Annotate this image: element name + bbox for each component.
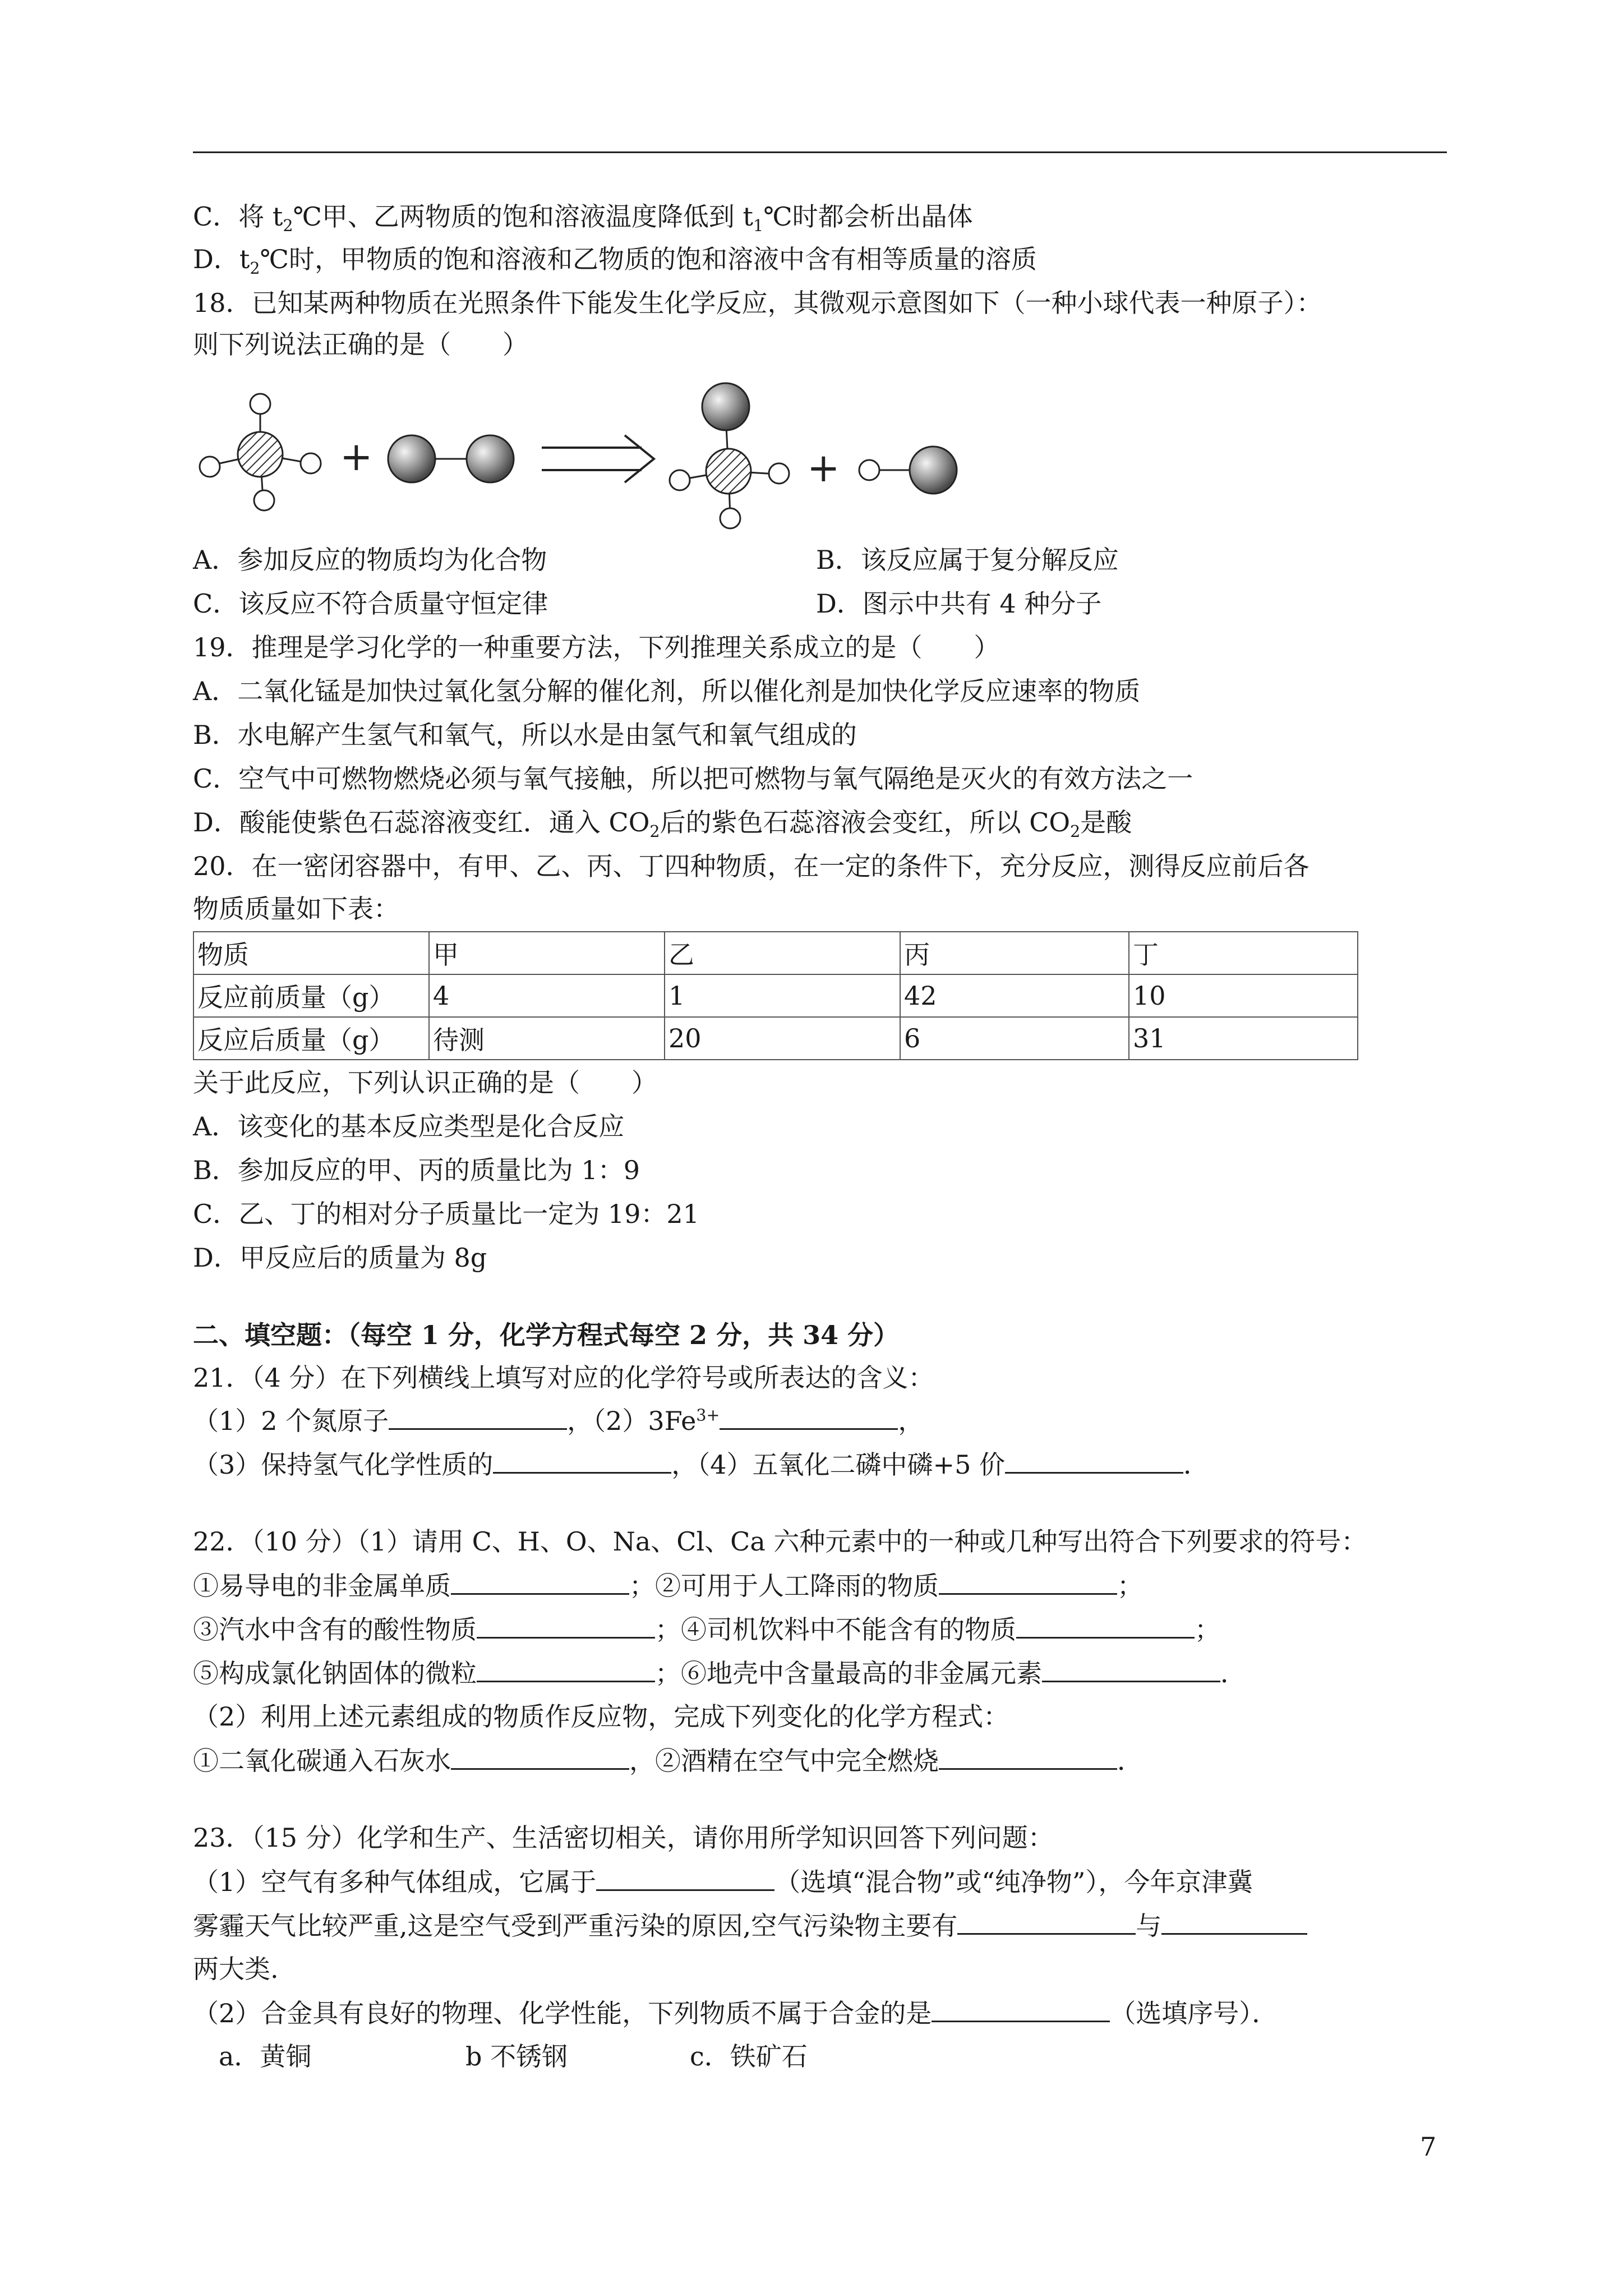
q20-stem-2: 物质质量如下表： xyxy=(193,894,399,924)
answer-blank[interactable] xyxy=(451,1743,629,1770)
q23-option-c: c．铁矿石 xyxy=(690,2041,808,2072)
table-cell: 20 xyxy=(665,1017,900,1060)
molecule-reactant-1 xyxy=(200,394,321,510)
q23-line-3: 两大类. xyxy=(193,1954,279,1984)
answer-blank[interactable] xyxy=(493,1447,671,1474)
section-2-heading: 二、填空题：（每空 1 分，化学方程式每空 2 分，共 34 分） xyxy=(193,1320,900,1350)
q22-stem: 22．（10 分）（1）请用 C、H、O、Na、Cl、Ca 六种元素中的一种或几种写出符合下列要求的符号： xyxy=(193,1526,1367,1557)
q17-option-c: C．将 $t_2℃$甲、乙两物质的饱和溶液温度降低到 $t_1℃$时都会析出晶体 xyxy=(193,201,973,236)
answer-blank[interactable] xyxy=(1161,1908,1307,1935)
table-cell: 乙 xyxy=(665,932,900,974)
q20-option-d: D．甲反应后的质量为 8g xyxy=(193,1243,487,1273)
answer-blank[interactable] xyxy=(939,1568,1117,1595)
table-cell: 丙 xyxy=(900,932,1129,974)
table-cell: 反应前质量（g） xyxy=(193,974,429,1017)
table-cell: 反应后质量（g） xyxy=(193,1017,429,1060)
q23-stem: 23．（15 分）化学和生产、生活密切相关，请你用所学知识回答下列问题： xyxy=(193,1823,1054,1853)
answer-blank[interactable] xyxy=(389,1404,567,1430)
table-cell: 42 xyxy=(900,974,1129,1017)
q20-option-b: B．参加反应的甲、丙的质量比为 1：9 xyxy=(193,1155,640,1185)
header-rule xyxy=(193,151,1447,153)
q18-option-a: A．参加反应的物质均为化合物 xyxy=(193,545,547,575)
q22-line-4: （2）利用上述元素组成的物质作反应物，完成下列变化的化学方程式： xyxy=(193,1701,1009,1732)
q22-line-2: ③汽水中含有的酸性物质 ；④司机饮料中不能含有的物质 ； xyxy=(193,1612,1220,1646)
answer-blank[interactable] xyxy=(477,1656,655,1682)
answer-blank[interactable] xyxy=(451,1568,629,1595)
table-cell: 1 xyxy=(665,974,900,1017)
q18-option-d: D．图示中共有 4 种分子 xyxy=(816,588,1102,619)
q18-option-b: B．该反应属于复分解反应 xyxy=(816,545,1119,575)
reaction-diagram xyxy=(193,381,978,561)
q21-line-1: （1）2 个氮原子 ，$(2)3Fe^{3+}$ ， xyxy=(193,1404,924,1438)
q23-option-a: a．黄铜 xyxy=(219,2041,312,2072)
q18-stem: 18．已知某两种物质在光照条件下能发生化学反应，其微观示意图如下（一种小球代表一种原子）： xyxy=(193,288,1322,318)
q20-option-c: C．乙、丁的相对分子质量比一定为 19：21 xyxy=(193,1199,699,1229)
table-cell: 10 xyxy=(1129,974,1358,1017)
answer-blank[interactable] xyxy=(477,1612,655,1639)
plus-sign-2: + xyxy=(807,445,840,491)
q20-followup: 关于此反应，下列认识正确的是（ ） xyxy=(193,1068,657,1098)
q22-line-5: ①二氧化碳通入石灰水 ，②酒精在空气中完全燃烧 ． xyxy=(193,1743,1143,1778)
q23-line-2: 雾霾天气比较严重,这是空气受到严重污染的原因,空气污染物主要有 与 xyxy=(193,1908,1307,1943)
table-cell: 6 xyxy=(900,1017,1129,1060)
q19-option-d: D．酸能使紫色石蕊溶液变红．通入 $CO_2$后的紫色石蕊溶液会变红，所以 $CO_2$是酸 xyxy=(193,807,1132,841)
q23-line-1: （1）空气有多种气体组成，它属于 （选填“混合物”或“纯净物”），今年京津冀 xyxy=(193,1865,1253,1899)
q18-stem-2: 则下列说法正确的是（ ） xyxy=(193,329,528,360)
molecule-product-2 xyxy=(859,447,957,494)
answer-blank[interactable] xyxy=(720,1404,898,1430)
q18-option-c: C．该反应不符合质量守恒定律 xyxy=(193,588,548,619)
answer-blank[interactable] xyxy=(932,1996,1110,2022)
answer-blank[interactable] xyxy=(939,1743,1117,1770)
q17-option-d: D．$t_2℃$时，甲物质的饱和溶液和乙物质的饱和溶液中含有相等质量的溶质 xyxy=(193,244,1037,278)
q20-stem: 20．在一密闭容器中，有甲、乙、丙、丁四种物质，在一定的条件下，充分反应，测得反应前后各 xyxy=(193,851,1310,881)
q19-option-c: C．空气中可燃物燃烧必须与氧气接触，所以把可燃物与氧气隔绝是灭火的有效方法之一 xyxy=(193,763,1193,794)
q19-stem: 19．推理是学习化学的一种重要方法，下列推理关系成立的是（ ） xyxy=(193,632,1000,662)
table-cell: 4 xyxy=(429,974,665,1017)
q19-option-b: B．水电解产生氢气和氧气，所以水是由氢气和氧气组成的 xyxy=(193,720,857,750)
answer-blank[interactable] xyxy=(1005,1447,1183,1474)
q23-option-b: b 不锈钢 xyxy=(465,2041,568,2072)
q22-line-3: ⑤构成氯化钠固体的微粒 ；⑥地壳中含量最高的非金属元素 ． xyxy=(193,1656,1246,1690)
page-number: 7 xyxy=(1420,2132,1437,2162)
table-cell: 丁 xyxy=(1129,932,1358,974)
q20-option-a: A．该变化的基本反应类型是化合反应 xyxy=(193,1111,625,1142)
table-row xyxy=(193,1017,1358,1060)
q20-mass-table xyxy=(193,931,1358,1060)
reaction-arrow xyxy=(542,435,654,482)
q21-line-2: （3）保持氢气化学性质的 ，（4）五氧化二磷中磷+5 价 ． xyxy=(193,1447,1209,1481)
molecule-reactant-2 xyxy=(388,435,514,482)
q19-option-a: A．二氧化锰是加快过氧化氢分解的催化剂，所以催化剂是加快化学反应速率的物质 xyxy=(193,676,1141,706)
answer-blank[interactable] xyxy=(1042,1656,1220,1682)
table-row xyxy=(193,974,1358,1017)
q21-stem: 21．（4 分）在下列横线上填写对应的化学符号或所表达的含义： xyxy=(193,1363,934,1393)
table-row xyxy=(193,932,1358,974)
table-cell: 物质 xyxy=(193,932,429,974)
table-cell: 待测 xyxy=(429,1017,665,1060)
answer-blank[interactable] xyxy=(596,1865,774,1891)
q22-line-1: ①易导电的非金属单质 ；②可用于人工降雨的物质 ； xyxy=(193,1568,1143,1603)
table-cell: 31 xyxy=(1129,1017,1358,1060)
table-cell: 甲 xyxy=(429,932,665,974)
plus-sign-1: + xyxy=(340,434,373,480)
molecule-product-1 xyxy=(670,383,789,528)
answer-blank[interactable] xyxy=(1016,1612,1195,1639)
q23-line-4: （2）合金具有良好的物理、化学性能，下列物质不属于合金的是 （选填序号）． xyxy=(193,1996,1278,2030)
answer-blank[interactable] xyxy=(957,1908,1136,1935)
